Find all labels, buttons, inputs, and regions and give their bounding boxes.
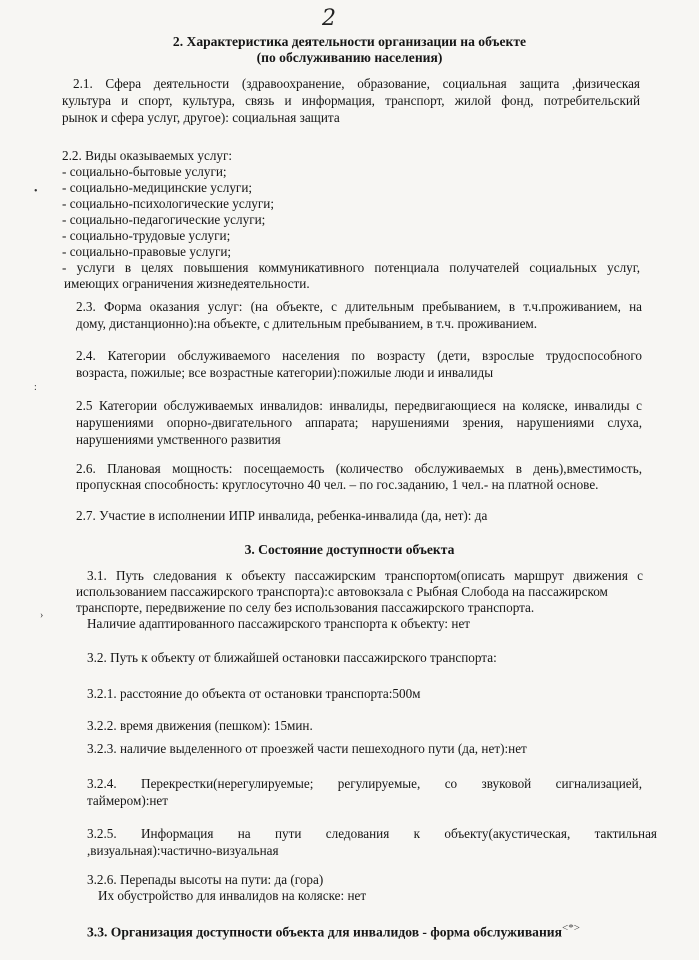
p-3-1-line-3: транспорте, передвижение по селу без использования пассажирского транспорта. xyxy=(76,600,535,615)
service-item: - социально-психологические услуги; xyxy=(62,196,275,211)
scan-speck: › xyxy=(40,610,44,621)
p-2-5-line-1: 2.5 Категории обслуживаемых инвалидов: инвалиды, передвигающиеся на коляске, инвалиды с xyxy=(76,398,642,413)
p-3-2-4-line-2: таймером):нет xyxy=(87,793,169,808)
footnote-mark: <*> xyxy=(562,922,580,934)
service-item: - социально-бытовые услуги; xyxy=(62,164,227,179)
page-number: 2 xyxy=(322,6,336,31)
p-3-2-6-line-2: Их обустройство для инвалидов на коляске: нет xyxy=(98,888,367,903)
p-3-2-3: 3.2.3. наличие выделенного от проезжей части пешеходного пути (да, нет):нет xyxy=(87,741,527,756)
service-item: - услуги в целях повышения коммуникативного потенциала получателей социальных услуг, xyxy=(62,260,640,275)
p-2-3-line-1: 2.3. Форма оказания услуг: (на объекте, с длительным пребыванием, в т.ч.проживанием, на xyxy=(76,299,642,314)
service-item: - социально-правовые услуги; xyxy=(62,244,232,259)
service-item: - социально-педагогические услуги; xyxy=(62,212,266,227)
p-3-3-heading xyxy=(87,920,580,941)
p-2-2-heading: 2.2. Виды оказываемых услуг: xyxy=(62,148,233,163)
p-2-7: 2.7. Участие в исполнении ИПР инвалида, ребенка-инвалида (да, нет): да xyxy=(76,508,488,523)
p-3-2-6-line-1: 3.2.6. Перепады высоты на пути: да (гора) xyxy=(87,872,324,887)
p-3-2-4-line-1: 3.2.4. Перекрестки(нерегулируемые; регулируемые, со звуковой сигнализацией, xyxy=(87,776,642,791)
p-2-5-line-2: нарушениями опорно-двигательного аппарата; нарушениями зрения, нарушениями слуха, xyxy=(76,415,642,430)
section-3-title: 3. Состояние доступности объекта xyxy=(244,542,455,557)
p-3-1-line-4: Наличие адаптированного пассажирского транспорта к объекту: нет xyxy=(87,616,471,631)
p-3-2-5-line-2: ,визуальная):частично-визуальная xyxy=(87,843,279,858)
service-item: - социально-медицинские услуги; xyxy=(62,180,253,195)
section-2-subtitle: (по обслуживанию населения) xyxy=(256,50,443,65)
p-3-1-line-1: 3.1. Путь следования к объекту пассажирским транспортом(описать маршрут движения с xyxy=(87,568,643,583)
p-3-2-1: 3.2.1. расстояние до объекта от остановки транспорта:500м xyxy=(87,686,421,701)
p-2-4-line-1: 2.4. Категории обслуживаемого населения по возрасту (дети, взрослые трудоспособного xyxy=(76,348,642,363)
p-2-6-line-1: 2.6. Плановая мощность: посещаемость (количество обслуживаемых в день),вместимость, xyxy=(76,461,642,476)
p-3-3-text: 3.3. Организация доступности объекта для инвалидов - форма обслуживания xyxy=(87,924,562,940)
p-2-1-line-2: культура и спорт, культура, связь и информация, транспорт, жилой фонд, потребительский xyxy=(62,93,640,108)
p-2-3-line-2: дому, дистанционно):на объекте, с длительным пребыванием, в т.ч. проживанием. xyxy=(76,316,538,331)
service-item: - социально-трудовые услуги; xyxy=(62,228,231,243)
p-2-1-line-3: рынок и сфера услуг, другое): социальная защита xyxy=(62,110,340,125)
p-2-5-line-3: нарушениями умственного развития xyxy=(76,432,281,447)
service-item: имеющих ограничения жизнедеятельности. xyxy=(64,276,310,291)
section-2-title: 2. Характеристика деятельности организации на объекте xyxy=(172,34,527,49)
p-3-2-2: 3.2.2. время движения (пешком): 15мин. xyxy=(87,718,313,733)
p-2-1-line-1: 2.1. Сфера деятельности (здравоохранение, образование, социальная защита ,физическая xyxy=(73,76,640,91)
p-2-4-line-2: возраста, пожилые; все возрастные категории):пожилые люди и инвалиды xyxy=(76,365,494,380)
p-3-2-5-line-1: 3.2.5. Информация на пути следования к объекту(акустическая, тактильная xyxy=(87,826,657,841)
scan-speck: • xyxy=(34,186,38,197)
p-3-1-line-2: использованием пассажирского транспорта):с автовокзала с Рыбная Слобода на пассажирском xyxy=(76,584,608,599)
scan-speck: : xyxy=(34,382,37,393)
p-2-6-line-2: пропускная способность: круглосуточно 40 чел. – по гос.заданию, 1 чел.- на платной основе. xyxy=(76,477,599,492)
p-3-2: 3.2. Путь к объекту от ближайшей остановки пассажирского транспорта: xyxy=(87,650,497,665)
